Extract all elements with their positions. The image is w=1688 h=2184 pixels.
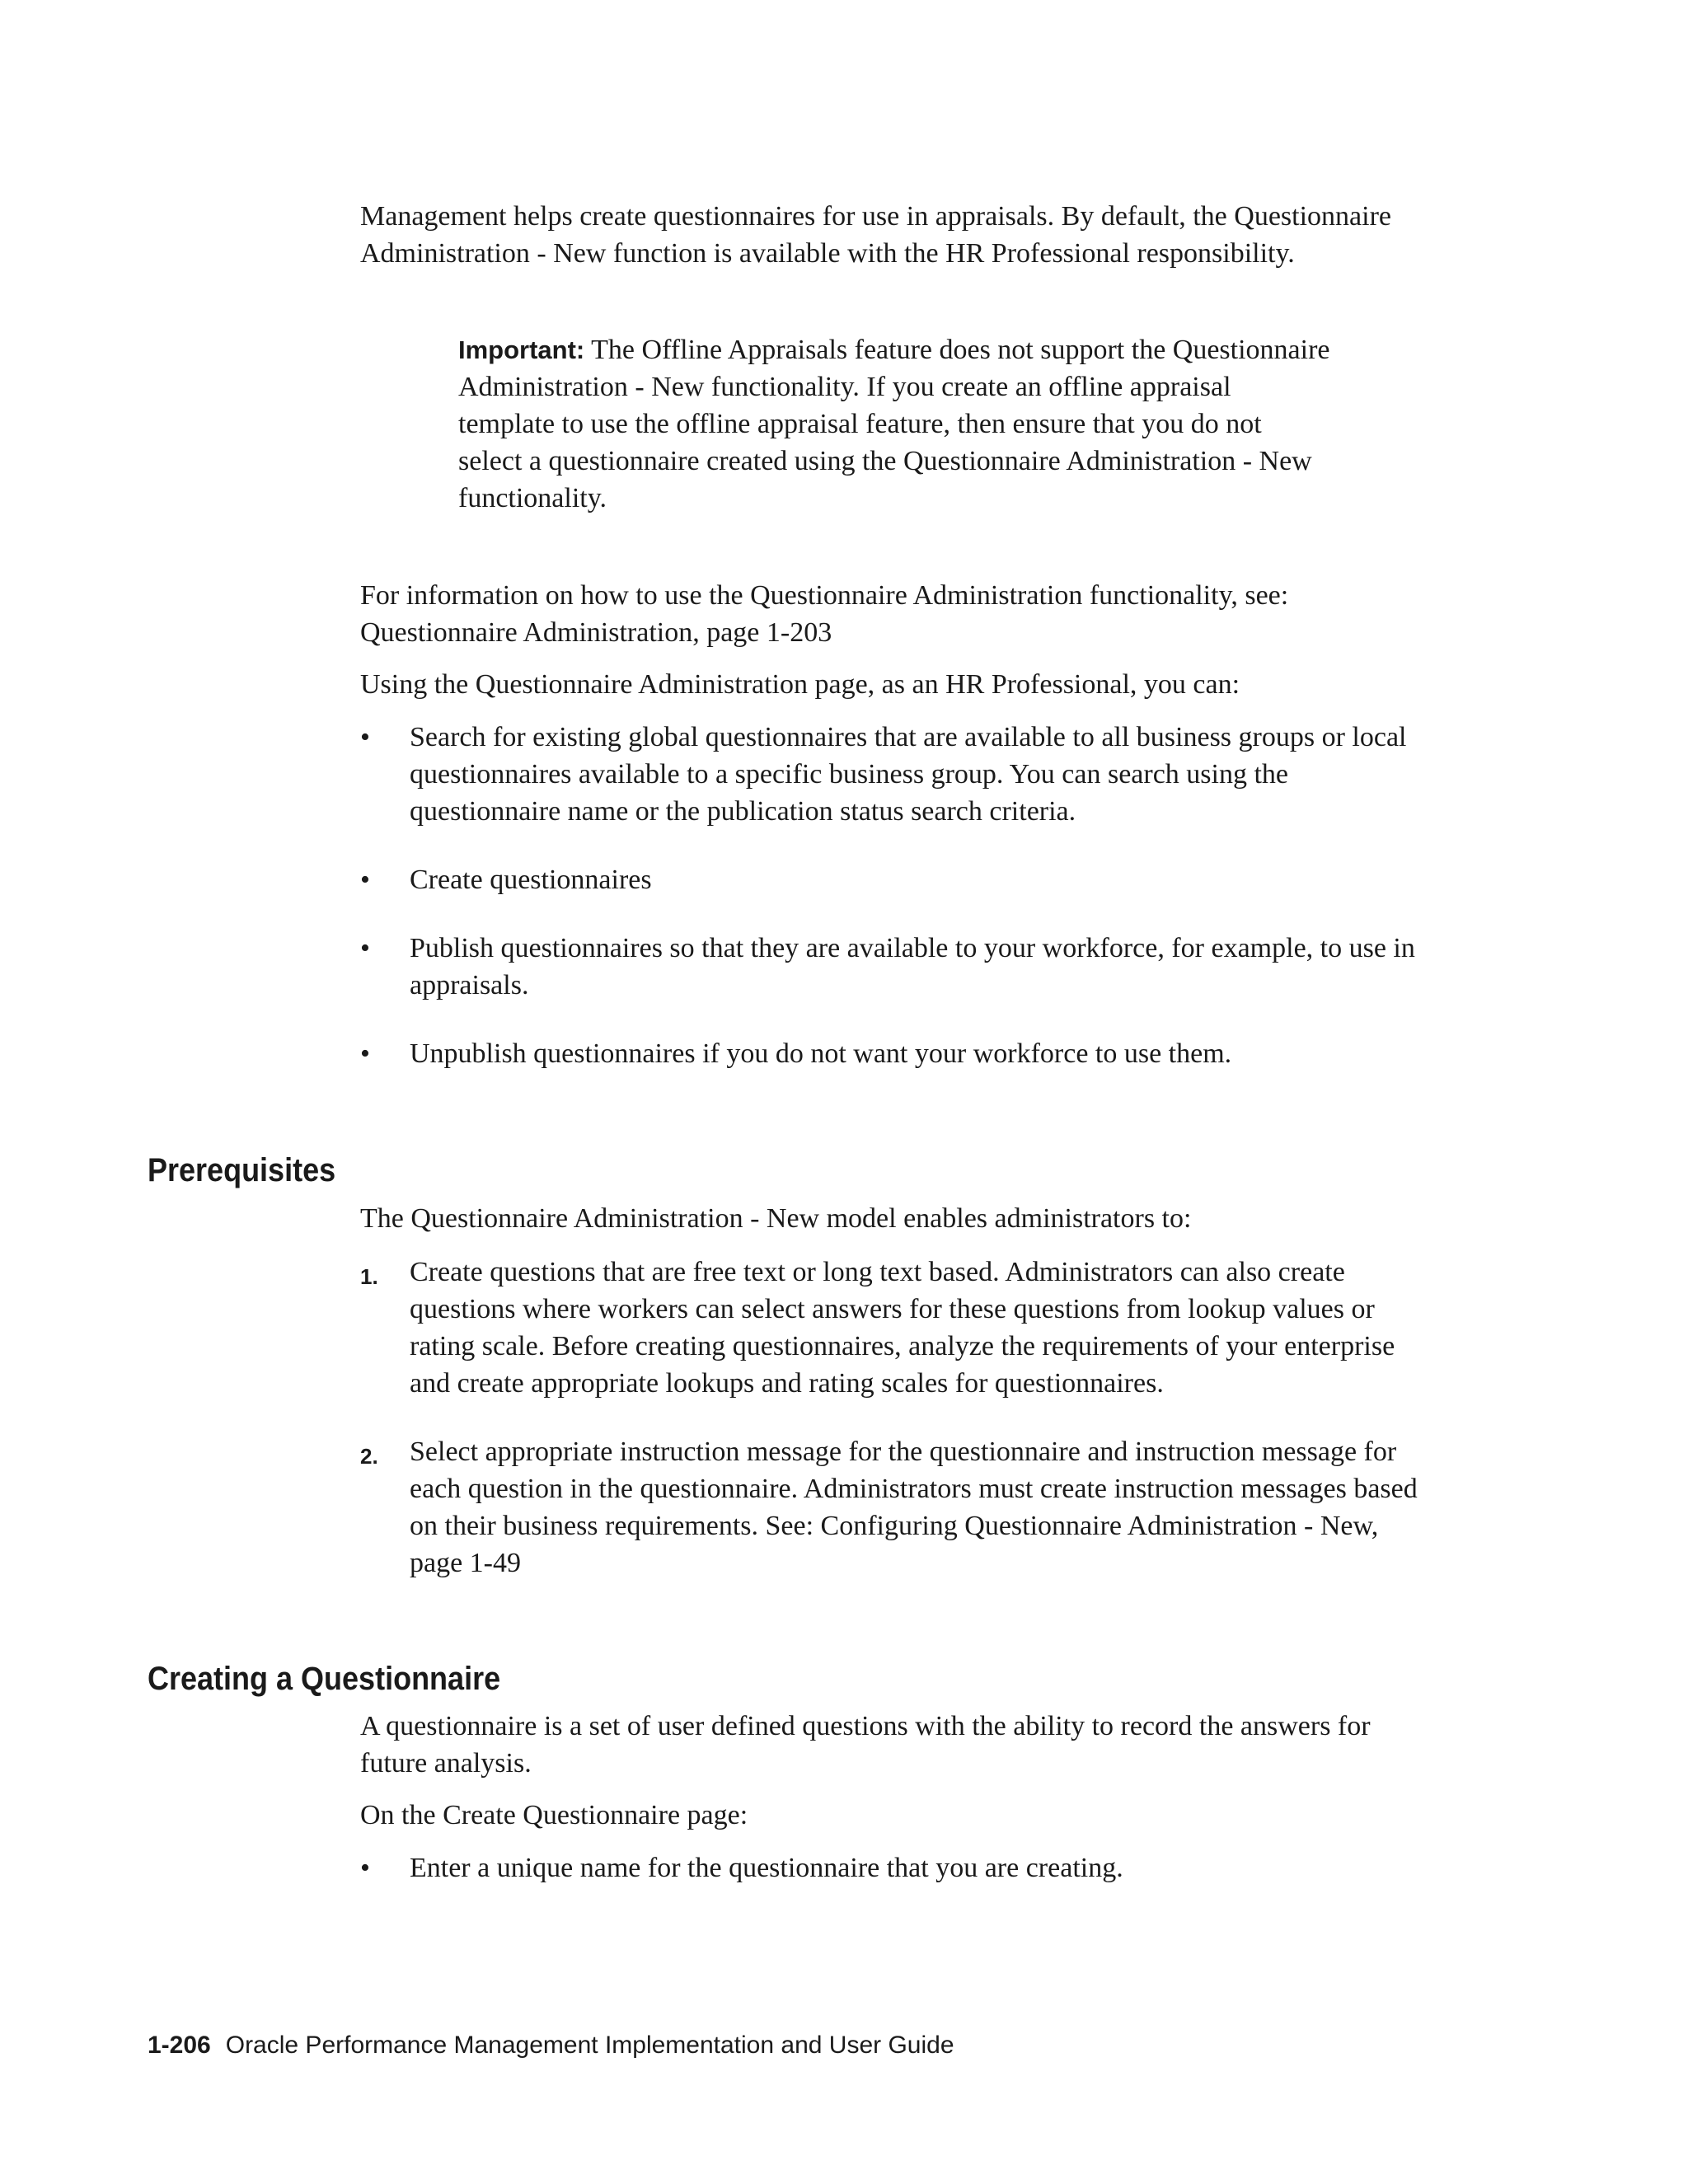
create-steps-list xyxy=(360,1849,1432,1886)
list-item xyxy=(360,1035,1432,1072)
list-item-text: Publish questionnaires so that they are available to your workforce, for example, to use in appraisals. xyxy=(410,933,1415,1001)
reference-paragraph: For information on how to use the Questionnaire Administration functionality, see: Questionnaire Administration, page 1-203 xyxy=(360,580,1289,648)
list-item-text: Select appropriate instruction message for the questionnaire and instruction message for each question in the questionnaire. Administrators must create instruction messages based on their business requirements. See: Configuring Questionnaire Administration - New, page 1-49 xyxy=(410,1436,1418,1578)
capabilities-intro: Using the Questionnaire Administration page, as an HR Professional, you can: xyxy=(360,669,1240,700)
list-item xyxy=(360,1849,1432,1886)
list-item xyxy=(360,719,1432,830)
page-footer xyxy=(148,2029,954,2062)
creating-heading: Creating a Questionnaire xyxy=(148,1661,501,1697)
list-item xyxy=(360,930,1432,1004)
bullet-icon: • xyxy=(360,1038,370,1069)
list-item xyxy=(360,1433,1432,1582)
bullet-icon: • xyxy=(360,865,370,895)
step-number: 1. xyxy=(360,1264,378,1289)
bullet-icon: • xyxy=(360,722,370,752)
list-item-text: Search for existing global questionnaires that are available to all business groups or local questionnaires available to a specific business group. You can search using the questionnaire name or the publication status search criteria. xyxy=(410,722,1407,827)
step-number: 2. xyxy=(360,1444,378,1469)
prerequisites-paragraph: The Questionnaire Administration - New model enables administrators to: xyxy=(360,1203,1192,1234)
note-text: The Offline Appraisals feature does not support the Questionnaire Administration - New functionality. If you create an offline appraisal template to use the offline appraisal feature, then ensure that you do not select a questionnaire created using the Questionnaire Administration - New functionality. xyxy=(458,335,1330,513)
capabilities-list xyxy=(360,719,1432,1072)
bullet-icon: • xyxy=(360,933,370,963)
page-number: 1-206 xyxy=(148,2032,211,2059)
list-item-text: Enter a unique name for the questionnaire that you are creating. xyxy=(410,1853,1123,1883)
important-note xyxy=(458,331,1332,517)
note-label: Important: xyxy=(458,335,585,364)
list-item-text: Create questions that are free text or long text based. Administrators can also create questions where workers can select answers for these questions from lookup values or rating scale. Before creating questionnaires, analyze the requirements of your enterprise and create appropriate lookups and rating scales for questionnaires. xyxy=(410,1257,1395,1399)
bullet-icon: • xyxy=(360,1853,370,1883)
list-item xyxy=(360,861,1432,898)
intro-paragraph: Management helps create questionnaires for use in appraisals. By default, the Questionnaire Administration - New function is available with the HR Professional responsibility. xyxy=(360,201,1391,269)
prerequisites-steps xyxy=(360,1254,1432,1582)
creating-paragraph: A questionnaire is a set of user defined questions with the ability to record the answers for future analysis. xyxy=(360,1711,1371,1779)
footer-title: Oracle Performance Management Implementation and User Guide xyxy=(225,2032,954,2059)
list-item-text: Create questionnaires xyxy=(410,865,652,895)
prerequisites-heading: Prerequisites xyxy=(148,1152,336,1188)
list-item-text: Unpublish questionnaires if you do not want your workforce to use them. xyxy=(410,1038,1232,1069)
create-page-intro: On the Create Questionnaire page: xyxy=(360,1800,748,1830)
list-item xyxy=(360,1254,1432,1402)
